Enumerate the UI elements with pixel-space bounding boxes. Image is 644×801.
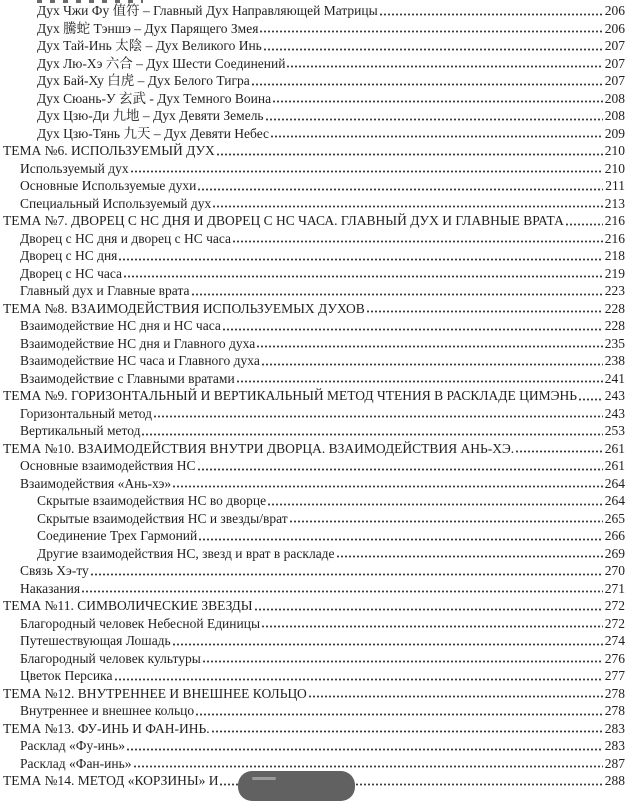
dot-leader	[309, 694, 603, 699]
toc-entry[interactable]	[3, 282, 625, 300]
toc-entry-page: 241	[604, 370, 625, 386]
toc-entry[interactable]	[3, 702, 625, 720]
dot-leader	[154, 414, 603, 419]
toc-entry-page: 213	[604, 195, 625, 211]
toc-entry[interactable]	[3, 615, 625, 633]
toc-entry-page: 272	[604, 615, 625, 631]
dot-leader	[199, 537, 602, 542]
toc-entry[interactable]	[3, 475, 625, 493]
toc-entry-text: Взаимодействия «Ань-хэ»	[20, 475, 172, 491]
dot-leader	[566, 222, 603, 227]
toc-entry-page: 235	[604, 335, 625, 351]
dot-leader	[260, 29, 602, 34]
dot-leader	[173, 642, 603, 647]
toc-entry-text: Основные взаимодействия НС	[20, 458, 196, 473]
toc-entry-text: Взаимодействие НС дня и НС часа	[20, 318, 221, 333]
toc-entry-text: Расклад «Фу-инь»	[20, 738, 126, 753]
toc-entry-text: Дух Тай-Инь 太陰 – Дух Великого Инь	[37, 38, 262, 53]
dot-leader	[516, 449, 603, 454]
dot-leader	[203, 659, 603, 664]
dot-leader	[115, 677, 603, 682]
toc-entry-page: 271	[604, 580, 625, 596]
dot-leader	[142, 432, 602, 437]
toc-entry[interactable]	[3, 72, 625, 90]
dot-leader	[223, 327, 603, 332]
toc-entry[interactable]	[3, 300, 625, 318]
toc-entry-page: 211	[605, 178, 625, 193]
toc-entry[interactable]	[3, 457, 625, 475]
dot-leader	[213, 204, 603, 209]
dot-leader	[380, 12, 603, 17]
clipped-line-fragment	[37, 0, 143, 3]
toc-entry-text: Взаимодействие НС часа и Главного духа	[20, 353, 260, 368]
toc-entry-page: 278	[604, 703, 625, 718]
toc-entry-text: Дух Бай-Ху 白虎 – Дух Белого Тигра	[37, 73, 250, 88]
toc-entry-page: 270	[604, 563, 625, 578]
dot-leader	[131, 169, 603, 174]
toc-entry-page: 276	[604, 650, 625, 666]
toc-entry-page: 209	[604, 125, 625, 141]
toc-entry-page: 210	[604, 143, 625, 158]
toc-entry-page: 253	[604, 423, 625, 438]
toc-entry-text: Благородный человек Небесной Единицы	[20, 615, 261, 631]
toc-entry[interactable]	[3, 650, 625, 668]
dot-leader	[91, 572, 603, 577]
dot-leader	[262, 624, 603, 629]
toc-entry[interactable]	[3, 405, 625, 423]
toc-entry-text: Дух 騰蛇 Тэншэ – Дух Парящего Змея	[37, 20, 259, 36]
toc-entry[interactable]	[3, 562, 625, 580]
dot-leader	[337, 554, 603, 559]
toc-entry-page: 210	[604, 160, 625, 176]
toc-entry[interactable]	[3, 247, 625, 265]
toc-entry-text: Цветок Персика	[20, 668, 113, 683]
toc-entry-text: ТЕМА №12. ВНУТРЕННЕЕ И ВНЕШНЕЕ КОЛЬЦО	[3, 685, 307, 701]
toc-entry-page: 208	[604, 90, 625, 106]
toc-entry-text: Дух Лю-Хэ 六合 – Дух Шести Соединений	[37, 55, 286, 71]
toc-entry-text: Дворец с НС дня	[20, 248, 118, 263]
toc-entry[interactable]	[3, 387, 625, 405]
toc-entry-text: Дух Чжи Фу 值符 – Главный Дух Направляющей Матрицы	[37, 3, 378, 18]
dot-leader	[237, 379, 603, 384]
toc-entry-page: 264	[604, 475, 625, 491]
toc-entry-page: 283	[604, 720, 625, 736]
toc-entry-page: 216	[604, 230, 625, 246]
toc-entry-page: 264	[604, 493, 625, 508]
toc-entry[interactable]	[3, 160, 625, 178]
toc-entry-text: Наказания	[20, 580, 81, 596]
toc-entry-page: 206	[604, 3, 625, 18]
dot-leader	[268, 502, 603, 507]
dot-leader	[287, 64, 602, 69]
toc-entry-text: Путешествующая Лошадь	[20, 633, 171, 648]
toc-entry-page: 216	[604, 213, 625, 228]
dot-leader	[119, 257, 602, 262]
dot-leader	[255, 607, 603, 612]
dot-leader	[233, 239, 603, 244]
toc-entry[interactable]	[3, 2, 625, 20]
dot-leader	[134, 764, 603, 769]
toc-entry[interactable]	[3, 37, 625, 55]
dot-leader	[266, 117, 603, 122]
toc-entry-text: Дворец с НС дня и дворец с НС часа	[20, 230, 232, 246]
toc-entry-text: ТЕМА №11. СИМВОЛИЧЕСКИЕ ЗВЕЗДЫ	[3, 598, 253, 613]
toc-entry-page: 277	[604, 668, 625, 683]
toc-entry[interactable]	[3, 527, 625, 545]
toc-entry-page: 269	[604, 545, 625, 561]
toc-entry-text: Взаимодействие НС дня и Главного духа	[20, 335, 256, 351]
toc-entry-page: 243	[604, 405, 625, 421]
toc-entry[interactable]	[3, 195, 625, 213]
toc-entry-page: 206	[604, 20, 625, 36]
toc-entry-text: Взаимодействие с Главными вратами	[20, 370, 235, 386]
toc-entry[interactable]	[3, 55, 625, 73]
dot-leader	[198, 187, 603, 192]
toc-entry-page: 207	[604, 73, 625, 88]
dot-leader	[212, 729, 603, 734]
toc-entry-page: 265	[604, 510, 625, 526]
dot-leader	[173, 484, 603, 489]
toc-entry-page: 261	[604, 458, 625, 473]
toc-entry[interactable]	[3, 107, 625, 125]
toc-entry-text: Скрытые взаимодействия НС во дворце	[37, 493, 267, 508]
dot-leader	[257, 344, 603, 349]
toc-entry[interactable]	[3, 685, 625, 703]
toc-entry[interactable]	[3, 510, 625, 528]
toc-entry-page: 243	[604, 388, 625, 403]
toc-entry-text: ТЕМА №6. ИСПОЛЬЗУЕМЫЙ ДУХ	[3, 143, 215, 158]
toc-entry-text: ТЕМА №13. ФУ-ИНЬ И ФАН-ИНЬ.	[3, 720, 210, 736]
dot-leader	[367, 309, 603, 314]
toc-entry-page: 266	[604, 528, 625, 543]
toc-entry-text: ТЕМА №14. МЕТОД «КОРЗИНЫ» И	[3, 773, 219, 788]
toc-entry-text: ТЕМА №8. ВЗАИМОДЕЙСТВИЯ ИСПОЛЬЗУЕМЫХ ДУХОВ	[3, 300, 365, 316]
toc-entry-text: Связь Хэ-ту	[20, 563, 89, 578]
dot-leader	[264, 47, 603, 52]
toc-entry[interactable]	[3, 352, 625, 370]
toc-entry-page: 283	[604, 738, 625, 753]
toc-entry-page: 278	[604, 685, 625, 701]
toc-entry-text: Дух Цзю-Ди 九地 – Дух Девяти Земель	[37, 108, 264, 123]
toc-entry[interactable]	[3, 212, 625, 230]
toc-entry-text: Вертикальный метод	[20, 423, 141, 438]
toc-entry[interactable]	[3, 370, 625, 388]
toc-entry-page: 287	[604, 755, 625, 771]
toc-entry-page: 261	[604, 440, 625, 456]
toc-entry-page: 274	[604, 633, 625, 648]
toc-entry-text: Дух Сюань-У 玄武 - Дух Темного Воина	[37, 90, 272, 106]
dot-leader	[82, 589, 603, 594]
toc-entry-page: 223	[604, 283, 625, 298]
toc-entry[interactable]	[3, 125, 625, 143]
toc-entry-text: Расклад «Фан-инь»	[20, 755, 132, 771]
toc-entry-page: 238	[604, 353, 625, 368]
toc-entry-text: Дворец с НС часа	[20, 265, 123, 281]
page-indicator-text-fragment	[252, 777, 276, 780]
toc-entry-page: 208	[604, 108, 625, 123]
page-indicator-pill[interactable]	[238, 771, 355, 801]
dot-leader	[127, 747, 603, 752]
toc-entry[interactable]	[3, 720, 625, 738]
toc-entry-text: Используемый дух	[20, 160, 129, 176]
toc-entry[interactable]	[3, 20, 625, 38]
dot-leader	[192, 292, 603, 297]
toc-entry-text: ТЕМА №9. ГОРИЗОНТАЛЬНЫЙ И ВЕРТИКАЛЬНЫЙ МЕТОД ЧТЕНИЯ В РАСКЛАДЕ ЦИМЭНЬ	[3, 388, 577, 403]
dot-leader	[262, 362, 603, 367]
dot-leader	[196, 712, 603, 717]
toc-entry[interactable]	[3, 177, 625, 195]
toc-entry[interactable]	[3, 90, 625, 108]
toc-entry-page: 219	[604, 265, 625, 281]
toc-entry[interactable]	[3, 737, 625, 755]
toc-list	[3, 2, 625, 790]
toc-entry[interactable]	[3, 755, 625, 773]
toc-entry-page: 228	[604, 300, 625, 316]
toc-entry-text: Специальный Используемый дух	[20, 195, 212, 211]
toc-entry-text: Внутреннее и внешнее кольцо	[20, 703, 195, 718]
toc-entry[interactable]	[3, 142, 625, 160]
toc-entry[interactable]	[3, 422, 625, 440]
toc-entry-text: Главный дух и Главные врата	[20, 283, 190, 298]
dot-leader	[273, 99, 603, 104]
toc-entry[interactable]	[3, 580, 625, 598]
toc-entry-page: 228	[604, 318, 625, 333]
toc-entry-page: 272	[604, 598, 625, 613]
dot-leader	[124, 274, 603, 279]
dot-leader	[217, 152, 603, 157]
toc-entry[interactable]	[3, 492, 625, 510]
toc-entry[interactable]	[3, 545, 625, 563]
toc-entry-text: Горизонтальный метод	[20, 405, 153, 421]
toc-entry[interactable]	[3, 335, 625, 353]
toc-entry[interactable]	[3, 317, 625, 335]
toc-entry-text: Соединение Трех Гармоний	[37, 528, 198, 543]
toc-entry-page: 288	[604, 773, 625, 788]
toc-entry-page: 207	[604, 55, 625, 71]
toc-entry[interactable]	[3, 667, 625, 685]
toc-entry-page: 207	[604, 38, 625, 53]
toc-entry-text: Скрытые взаимодействия НС и звезды/врат	[37, 510, 288, 526]
dot-leader	[290, 519, 603, 524]
toc-entry[interactable]	[3, 265, 625, 283]
toc-entry-text: Другие взаимодействия НС, звезд и врат в раскладе	[37, 545, 335, 561]
toc-entry-text: Благородный человек культуры	[20, 650, 201, 666]
toc-entry-text: ТЕМА №7. ДВОРЕЦ С НС ДНЯ И ДВОРЕЦ С НС ЧАСА. ГЛАВНЫЙ ДУХ И ГЛАВНЫЕ ВРАТА	[3, 213, 564, 228]
dot-leader	[579, 397, 603, 402]
toc-entry-text: ТЕМА №10. ВЗАИМОДЕЙСТВИЯ ВНУТРИ ДВОРЦА. ВЗАИМОДЕЙСТВИЯ АНЬ-ХЭ.	[3, 440, 515, 456]
toc-entry[interactable]	[3, 597, 625, 615]
dot-leader	[271, 134, 603, 139]
toc-entry-text: Дух Цзю-Тянь 九天 – Дух Девяти Небес	[37, 125, 270, 141]
toc-entry[interactable]	[3, 440, 625, 458]
toc-entry-page: 218	[604, 248, 625, 263]
dot-leader	[198, 467, 603, 472]
toc-entry[interactable]	[3, 632, 625, 650]
toc-entry[interactable]	[3, 230, 625, 248]
toc-entry-text: Основные Используемые духи	[20, 178, 197, 193]
dot-leader	[252, 82, 603, 87]
